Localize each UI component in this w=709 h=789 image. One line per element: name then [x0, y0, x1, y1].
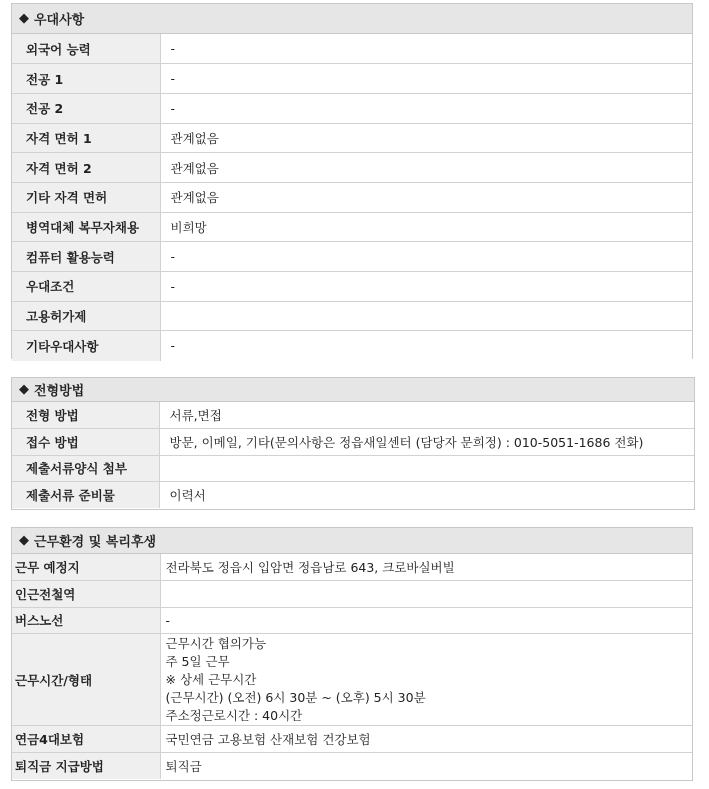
row-value: - [160, 93, 692, 123]
work-hours-line: ※ 상세 근무시간 [165, 671, 257, 687]
table-row [12, 726, 692, 753]
row-value: 국민연금 고용보험 산재보험 건강보험 [160, 726, 692, 753]
table-row [12, 581, 692, 608]
table-row [12, 429, 694, 456]
row-label: 전공 1 [12, 64, 160, 94]
section-title: 근무환경 및 복리후생 [34, 535, 157, 550]
diamond-bullet-icon: ◆ [19, 533, 29, 548]
row-value [159, 455, 694, 482]
table-row [12, 212, 692, 242]
table-row [12, 182, 692, 212]
row-label: 접수 방법 [12, 429, 159, 456]
row-label: 우대조건 [12, 272, 160, 302]
row-value: - [160, 272, 692, 302]
table-row [12, 34, 692, 64]
selection-method-section [11, 377, 695, 510]
table-row [12, 64, 692, 94]
row-value: - [160, 607, 692, 634]
table-row [12, 402, 694, 429]
row-label: 제출서류양식 첨부 [12, 455, 159, 482]
row-value: - [160, 242, 692, 272]
row-label: 컴퓨터 활용능력 [12, 242, 160, 272]
row-label: 기타우대사항 [12, 331, 160, 361]
section-title: 우대사항 [34, 13, 85, 28]
row-label: 버스노선 [12, 607, 160, 634]
row-label: 근무시간/형태 [12, 634, 160, 726]
row-value: 전라북도 정읍시 입암면 정읍남로 643, 크로바실버빌 [160, 554, 692, 581]
row-label: 병역대체 복무자채용 [12, 212, 160, 242]
row-value: - [160, 64, 692, 94]
work-hours-line: 주소정근로시간 : 40시간 [165, 707, 303, 723]
row-value: - [160, 34, 692, 64]
row-value: 방문, 이메일, 기타(문의사항은 정읍새일센터 (담당자 문희정) : 010-5051-1686 전화) [159, 429, 694, 456]
row-value: 관계없음 [160, 182, 692, 212]
row-label: 전공 2 [12, 93, 160, 123]
work-hours-line: (근무시간) (오전) 6시 30분 ~ (오후) 5시 30분 [165, 689, 426, 705]
row-value: - [160, 331, 692, 361]
table-row [12, 242, 692, 272]
row-label: 연금4대보험 [12, 726, 160, 753]
row-value: 관계없음 [160, 153, 692, 183]
row-value [160, 301, 692, 331]
row-label: 자격 면허 2 [12, 153, 160, 183]
row-value: 관계없음 [160, 123, 692, 153]
row-label: 퇴직금 지급방법 [12, 752, 160, 779]
work-environment-table [12, 554, 692, 779]
table-row [12, 607, 692, 634]
preferences-table [12, 34, 692, 361]
table-row [12, 482, 694, 509]
selection-method-table [12, 402, 694, 508]
table-row [12, 634, 692, 726]
section-title: 전형방법 [34, 384, 85, 399]
work-environment-section [11, 527, 693, 781]
table-row [12, 331, 692, 361]
table-row [12, 301, 692, 331]
section-header [12, 378, 694, 402]
row-label: 근무 예정지 [12, 554, 160, 581]
work-hours-line: 주 5일 근무 [165, 653, 230, 669]
table-row [12, 752, 692, 779]
diamond-bullet-icon: ◆ [19, 382, 29, 397]
row-value: 비희망 [160, 212, 692, 242]
table-row [12, 93, 692, 123]
row-value: 이력서 [159, 482, 694, 509]
row-value [160, 581, 692, 608]
table-row [12, 153, 692, 183]
row-label: 제출서류 준비물 [12, 482, 159, 509]
table-row [12, 123, 692, 153]
table-row [12, 554, 692, 581]
row-label: 외국어 능력 [12, 34, 160, 64]
table-row [12, 272, 692, 302]
section-header [12, 528, 692, 554]
row-value: 서류,면접 [159, 402, 694, 429]
preferences-section [11, 3, 693, 359]
row-label: 고용허가제 [12, 301, 160, 331]
diamond-bullet-icon: ◆ [19, 11, 29, 26]
table-row [12, 455, 694, 482]
row-value [160, 634, 692, 726]
row-label: 전형 방법 [12, 402, 159, 429]
row-label: 인근전철역 [12, 581, 160, 608]
row-label: 기타 자격 면허 [12, 182, 160, 212]
work-hours-line: 근무시간 협의가능 [165, 635, 267, 651]
row-value: 퇴직금 [160, 752, 692, 779]
section-header [12, 4, 692, 34]
row-label: 자격 면허 1 [12, 123, 160, 153]
